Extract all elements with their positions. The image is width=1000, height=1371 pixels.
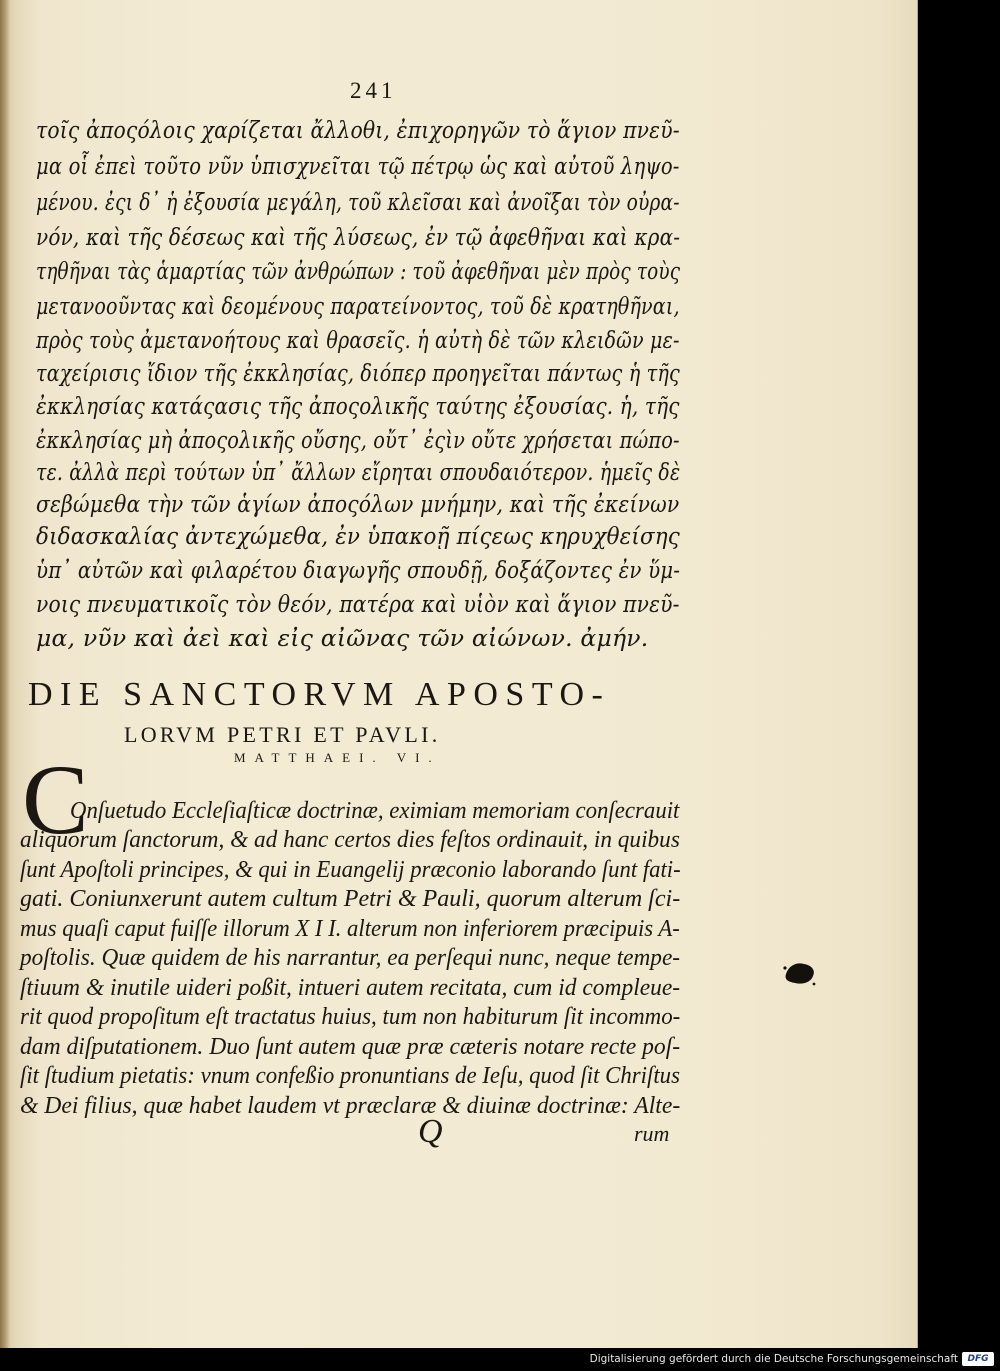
greek-line: μα οἷ ἐπεὶ τοῦτο νῦν ὑπισχνεῖται τῷ πέτρῳ ὡς καὶ αὐτοῦ ληψο- — [36, 152, 680, 180]
greek-line: νοις πνευματικοῖς τὸν θεόν, πατέρα καὶ υἱὸν καὶ ἅγιον πνεῦ- — [36, 590, 680, 618]
latin-line: gati. Coniunxerunt autem cultum Petri & Pauli, quorum alterum ſci- — [20, 885, 681, 912]
section-heading-line1: DIE SANCTORVM APOSTO- — [28, 676, 611, 713]
greek-line: διδασκαλίας ἀντεχώμεθα, ἐν ὑπακοῇ πίςεως κηρυχθείσης — [36, 522, 680, 550]
greek-line: μετανοοῦντας καὶ δεομένους παρατείνοντος, τοῦ δὲ κρατηθῆναι, — [36, 292, 680, 320]
greek-line: ὑπ᾽ αὐτῶν καὶ φιλαρέτου διαγωγῆς σπουδῇ, δοξάζοντες ἐν ὕμ- — [36, 556, 681, 584]
page-number: 241 — [350, 78, 397, 103]
signature-mark: Q — [418, 1113, 443, 1150]
page-gutter-shadow — [0, 0, 10, 1348]
dfg-logo: DFG — [962, 1352, 994, 1366]
latin-line: mus quaſi caput fuiſſe illorum X I I. alterum non inferiorem præcipuis A- — [20, 915, 680, 942]
greek-line: ἐκκλησίας μὴ ἀποςολικῆς οὔσης, οὔτ᾽ ἐςὶν οὔτε χρήσεται πώπο- — [36, 426, 680, 454]
greek-line: σεβώμεθα τὴν τῶν ἁγίων ἀποςόλων μνήμην, καὶ τῆς ἐκείνων — [36, 490, 680, 518]
latin-line: poſtolis. Quæ quidem de his narrantur, ea perſequi nunc, neque tempe- — [20, 944, 681, 971]
greek-line: μένου. ἐςι δ᾽ ἡ ἐξουσία μεγάλη, τοῦ κλεῖσαι καὶ ἀνοῖξαι τὸν οὐρα- — [36, 188, 680, 216]
greek-line: τηθῆναι τὰς ἁμαρτίας τῶν ἀνθρώπων : τοῦ ἀφεθῆναι μὲν πρὸς τοὺς — [36, 257, 681, 285]
latin-line: ſtiuum & inutile uideri poßit, intueri autem recitata, cum id compleue- — [20, 974, 681, 1001]
section-heading-line3: MATTHAEI. VI. — [234, 750, 441, 765]
section-heading-line2: LORVM PETRI ET PAVLI. — [124, 722, 441, 747]
latin-line: aliquorum ſanctorum, & ad hanc certos dies feſtos ordinauit, in quibus — [20, 826, 680, 853]
greek-line: πρὸς τοὺς ἀμετανοήτους καὶ θρασεῖς. ἡ αὐτὴ δὲ τῶν κλειδῶν με- — [36, 326, 680, 354]
footer-credit: Digitalisierung gefördert durch die Deutsche Forschungsgemeinschaft — [589, 1353, 958, 1365]
latin-line: dam diſputationem. Duo ſunt autem quæ præ cæteris notare recte poſ- — [20, 1033, 681, 1060]
latin-line: & Dei filius, quæ habet laudem vt præclaræ & diuinæ doctrinæ: Alte- — [20, 1092, 681, 1119]
latin-line: ſit ſtudium pietatis: vnum confeßio pronuntians de Ieſu, quod ſit Chriſtus — [20, 1062, 680, 1089]
greek-line: τοῖς ἀποςόλοις χαρίζεται ἄλλοθι, ἐπιχορηγῶν τὸ ἅγιον πνεῦ- — [36, 116, 680, 144]
greek-line: νόν, καὶ τῆς δέσεως καὶ τῆς λύσεως, ἐν τῷ ἀφεθῆναι καὶ κρα- — [36, 223, 681, 251]
latin-line: rit quod propoſitum eſt tractatus huius, tum non habiturum ſit incommo- — [20, 1003, 681, 1030]
greek-line: μα, νῦν καὶ ἀεὶ καὶ εἰς αἰῶνας τῶν αἰώνων. ἀμήν. — [36, 624, 649, 652]
greek-line: ἐκκλησίας κατάςασις τῆς ἀποςολικῆς ταύτης ἐξουσίας. ἡ, τῆς — [36, 392, 680, 420]
greek-line: τε. ἀλλὰ περὶ τούτων ὑπ᾽ ἄλλων εἴρηται σπουδαιότερον. ἡμεῖς δὲ — [36, 458, 681, 486]
ink-blot-mark — [783, 958, 817, 988]
greek-line: ταχείρισις ἴδιον τῆς ἐκκλησίας, διόπερ προηγεῖται πάντως ἡ τῆς — [36, 359, 680, 387]
drop-cap-initial: C — [22, 744, 89, 855]
catchword: rum — [634, 1121, 670, 1146]
latin-line: Onſuetudo Eccleſiaſticæ doctrinæ, eximiam memoriam conſecrauit — [70, 797, 680, 824]
latin-line: ſunt Apoſtoli principes, & qui in Euangelij præconio laborando ſunt fati- — [20, 856, 681, 883]
